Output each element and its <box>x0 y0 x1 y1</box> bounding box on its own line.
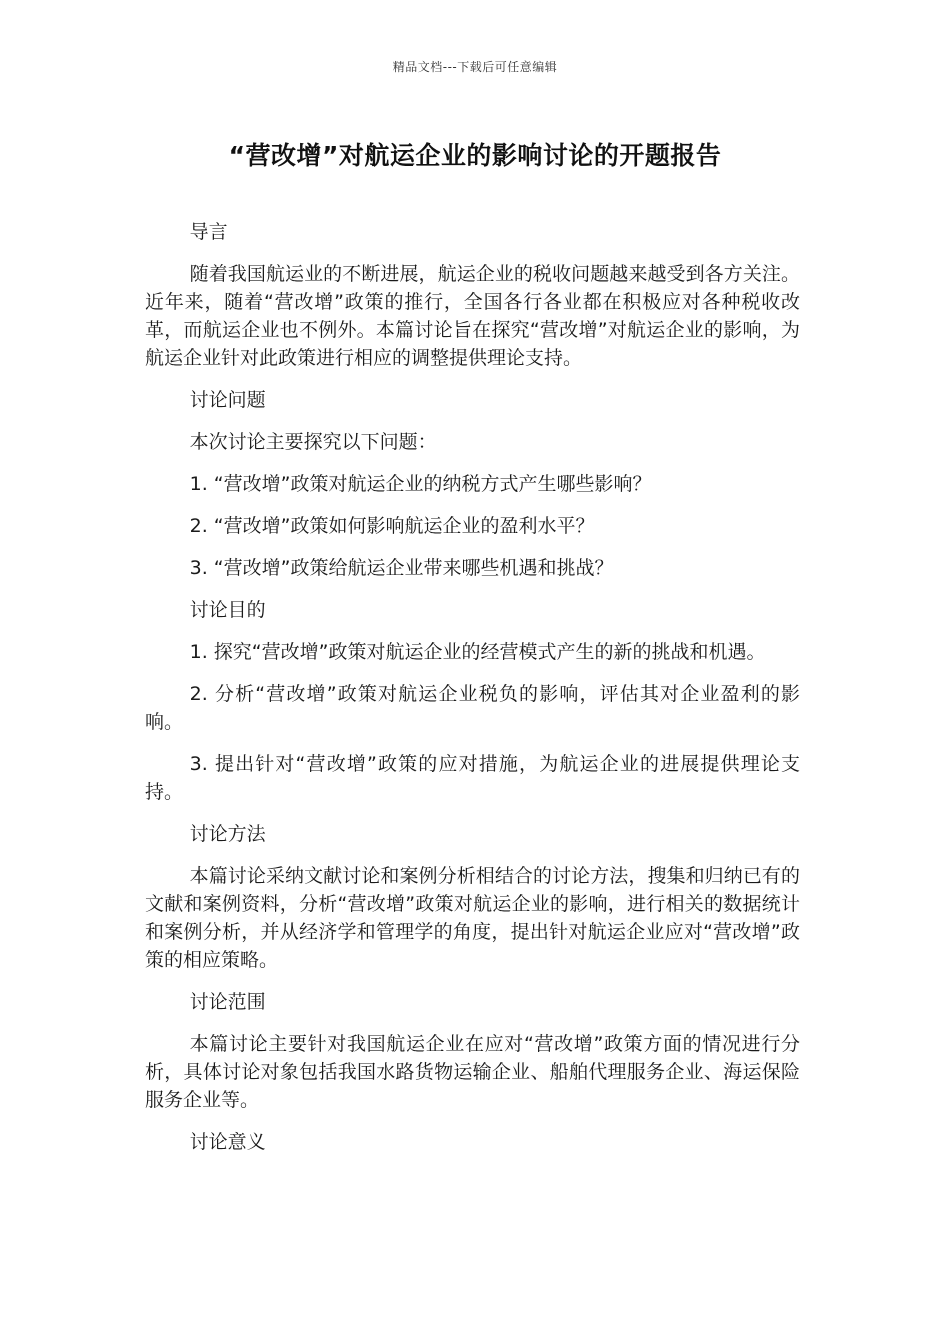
purpose-item-1: 1. 探究“营改增”政策对航运企业的经营模式产生的新的挑战和机遇。 <box>189 641 766 663</box>
method-paragraph: 本篇讨论采纳文献讨论和案例分析相结合的讨论方法，搜集和归纳已有的文献和案例资料，分析“营改增”政策对航运企业的影响，进行相关的数据统计和案例分析，并从经济学和管理学的角度，提出针对航运企业应对“营改增”政策的相应策略。 <box>145 865 800 971</box>
intro-paragraph: 随着我国航运业的不断进展，航运企业的税收问题越来越受到各方关注。近年来，随着“营改增”政策的推行，全国各行各业都在积极应对各种税收改革，而航运企业也不例外。本篇讨论旨在探究“营改增”对航运企业的影响，为航运企业针对此政策进行相应的调整提供理论支持。 <box>145 263 800 369</box>
questions-lead: 本次讨论主要探究以下问题： <box>189 431 437 453</box>
purpose-item-2: 2. 分析“营改增”政策对航运企业税负的影响，评估其对企业盈利的影响。 <box>145 683 800 733</box>
question-item-1: 1. “营改增”政策对航运企业的纳税方式产生哪些影响？ <box>189 473 652 495</box>
section-heading-intro: 导言 <box>189 221 228 243</box>
section-heading-questions: 讨论问题 <box>189 389 266 411</box>
question-item-2: 2. “营改增”政策如何影响航运企业的盈利水平？ <box>189 515 595 537</box>
section-heading-purpose: 讨论目的 <box>189 599 266 621</box>
section-heading-significance: 讨论意义 <box>189 1131 266 1153</box>
page-header: 精品文档---下载后可任意编辑 <box>392 60 558 74</box>
purpose-item-3: 3. 提出针对“营改增”政策的应对措施，为航运企业的进展提供理论支持。 <box>145 753 800 803</box>
section-heading-scope: 讨论范围 <box>189 991 266 1013</box>
scope-paragraph: 本篇讨论主要针对我国航运企业在应对“营改增”政策方面的情况进行分析，具体讨论对象包括我国水路货物运输企业、船舶代理服务企业、海运保险服务企业等。 <box>145 1033 800 1111</box>
section-heading-method: 讨论方法 <box>189 823 266 845</box>
document-title: “营改增”对航运企业的影响讨论的开题报告 <box>228 141 722 170</box>
document-body <box>145 218 800 1170</box>
question-item-3: 3. “营改增”政策给航运企业带来哪些机遇和挑战？ <box>189 557 614 579</box>
